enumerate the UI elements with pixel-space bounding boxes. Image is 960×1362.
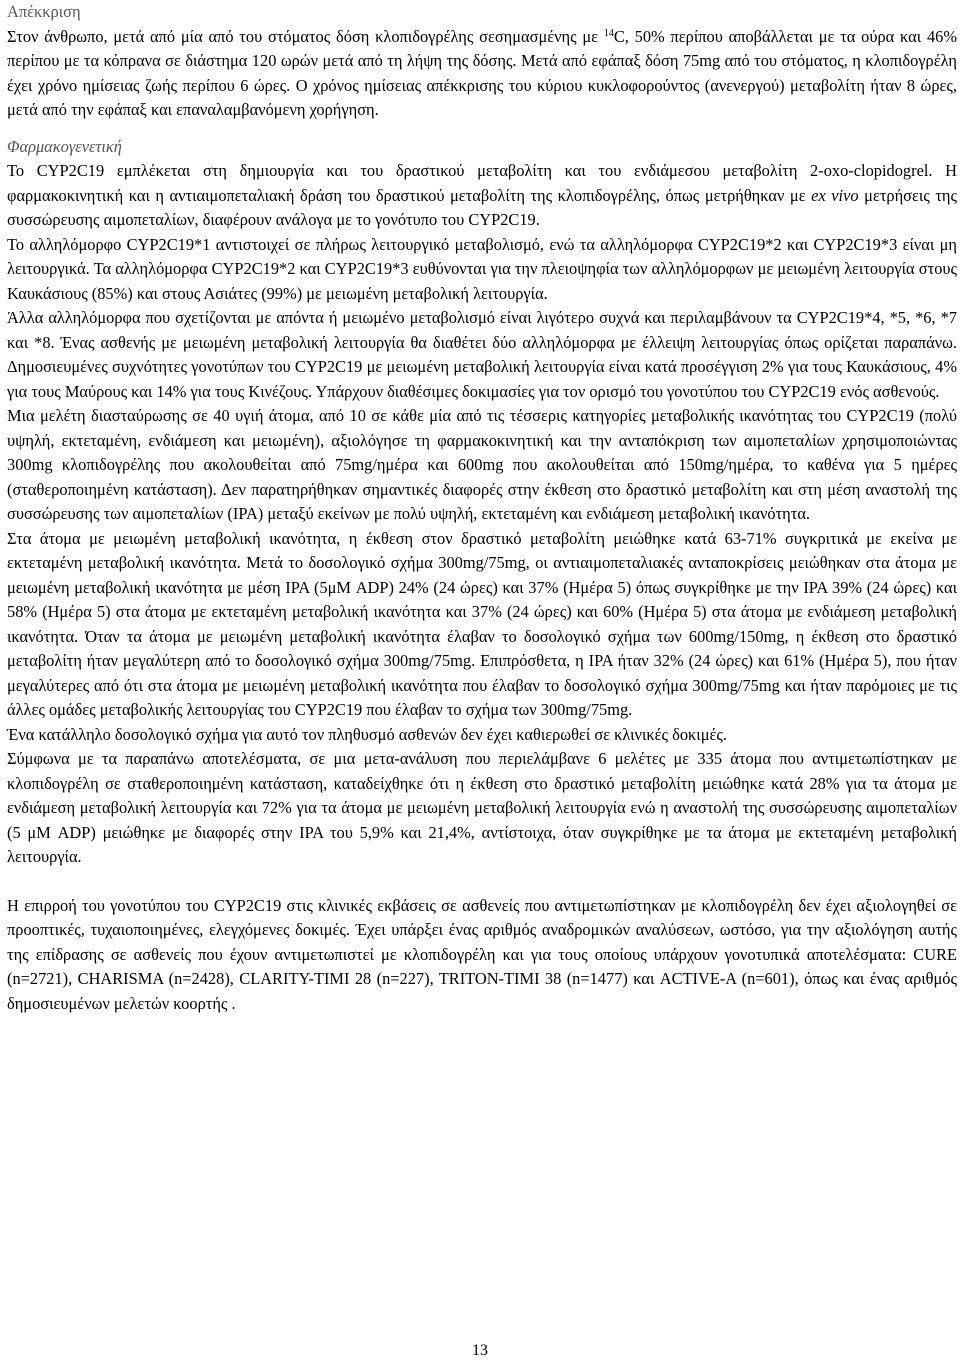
pharmacogenetics-paragraph-4: Μια μελέτη διασταύρωσης σε 40 υγιή άτομα, από 10 σε κάθε μία από τις τέσσερις κατηγορίες μεταβολικής ικανότητας του CYP2C19 (πολύ υψηλή, εκτεταμένη, ενδιάμεση και μειωμένη), αξιολόγησε τη φαρμακοκινητική και την ανταπόκριση των αιμοπεταλίων χρησιμοποιώντας 300mg κλοπιδογρέλης που ακολουθείται από 75mg/ημέρα και 600mg που ακολουθείται από 150mg/ημέρα, το καθένα για 5 ημέρες (σταθεροποιημένη κατάσταση). Δεν παρατηρήθηκαν σημαντικές διαφορές στην έκθεση στο δραστικό μεταβολίτη και στη μέση αναστολή της συσσώρευσης των αιμοπεταλίων (IPA) μεταξύ εκείνων με πολύ υψηλή, εκτεταμένη και ενδιάμεση μεταβολική ικανότητα.: [7, 406, 957, 523]
pharmacogenetics-paragraph-5: Στα άτομα με μειωμένη μεταβολική ικανότητα, η έκθεση στον δραστικό μεταβολίτη μειώθηκε κατά 63-71% συγκριτικά με εκείνα με εκτεταμένη μεταβολική ικανότητα. Μετά το δοσολογικό σχήμα 300mg/75mg, οι αντιαιμοπεταλιακές ανταποκρίσεις μειώθηκαν στα άτομα με μειωμένη μεταβολική ικανότητα με μέση IPA (5μΜ ADP) 24% (24 ώρες) και 37% (Ημέρα 5) όπως συγκρίθηκε με την IPA 39% (24 ώρες) και 58% (Ημέρα 5) στα άτομα με εκτεταμένη μεταβολική ικανότητα και 37% (24 ώρες) και 60% (Ημέρα 5) στα άτομα με ενδιάμεση μεταβολική ικανότητα. Όταν τα άτομα με μειωμένη μεταβολική ικανότητα έλαβαν το δοσολογικό σχήμα των 600mg/150mg, η έκθεση στο δραστικό μεταβολίτη ήταν μεγαλύτερη από το δοσολογικό σχήμα 300mg/75mg. Επιπρόσθετα, η IPA ήταν 32% (24 ώρες) και 61% (Ημέρα 5), που ήταν μεγαλύτερες από ότι στα άτομα με μειωμένη μεταβολική ικανότητα που έλαβαν το δοσολογικό σχήμα 300mg/75mg και ήταν παρόμοιες με τις άλλες ομάδες μεταβολικής λειτουργίας του CYP2C19 που έλαβαν το σχήμα των 300mg/75mg.: [7, 528, 957, 719]
pg-p1-end: μετρήσεις της συσσώρευσης αιμοπεταλίων, διαφέρουν ανάλογα με το γονότυπο του CYP2C19.: [7, 185, 957, 229]
pharmacogenetics-paragraph-6: Ένα κατάλληλο δοσολογικό σχήμα για αυτό τον πληθυσμό ασθενών δεν έχει καθιερωθεί σε κλινικές δοκιμές.: [7, 724, 727, 744]
pharmacogenetics-paragraph-1: [7, 159, 957, 233]
pg-p1-italic: ex vivo: [811, 185, 859, 205]
pharmacogenetics-paragraph-3: Άλλα αλληλόμορφα που σχετίζονται με απόντα ή μειωμένο μεταβολισμό είναι λιγότερο συχνά και περιλαμβάνουν τα CYP2C19*4, *5, *6, *7 και *8. Ένας ασθενής με μειωμένη μεταβολική λειτουργία θα διαθέτει δύο αλληλόμορφα με έλλειψη λειτουργίας όπως ορίζεται παραπάνω. Δημοσιευμένες συχνότητες γονοτύπων του CYP2C19 με μειωμένη μεταβολική λειτουργία είναι κατά προσέγγιση 2% για τους Καυκάσιους, 4% για τους Μαύρους και 14% για τους Κινέζους. Υπάρχουν διαθέσιμες δοκιμασίες για τον ορισμό του γονοτύπου του CYP2C19 ενός ασθενούς.: [7, 308, 957, 401]
section-heading-excretion: Απέκκριση: [7, 2, 81, 21]
pharmacogenetics-paragraph-8: Η επιρροή του γονοτύπου του CYP2C19 στις κλινικές εκβάσεις σε ασθενείς που αντιμετωπίστηκαν με κλοπιδογρέλη δεν έχει αξιολογηθεί σε προοπτικές, τυχαιοποιημένες, ελεγχόμενες δοκιμές. Έχει υπάρξει ένας αριθμός αναδρομικών αναλύσεων, ωστόσο, για την αξιολόγηση αυτής της επίδρασης σε ασθενείς που έχουν αντιμετωπιστεί με κλοπιδογρέλη και για τους οποίους υπάρχουν γονοτυπικά αποτελέσματα: CURE (n=2721), CHARISMA (n=2428), CLARITY-TIMI 28 (n=227), TRITON-TIMI 38 (n=1477) και ACTIVE-A (n=601), όπως και ένας αριθμός δημοσιευμένων μελετών κοορτής .: [7, 895, 957, 1013]
excretion-text-end: C, 50% περίπου αποβάλλεται με τα ούρα και 46% περίπου με τα κόπρανα σε διάστημα 120 ωρών μετά από τη λήψη της δόσης. Μετά από εφάπαξ δόση 75mg από του στόματος, η κλοπιδογρέλη έχει χρόνο ημίσειας ζωής περίπου 6 ώρες. Ο χρόνος ημίσειας απέκκρισης του κύριου κυκλοφορούντος (ανενεργού) μεταβολίτη ήταν 8 ώρες, μετά από την εφάπαξ και επαναλαμβανόμενη χορήγηση.: [7, 26, 957, 119]
isotope-superscript: 14: [603, 27, 614, 39]
pharmacogenetics-paragraph-7: Σύμφωνα με τα παραπάνω αποτελέσματα, σε μια μετα-ανάλυση που περιελάμβανε 6 μελέτες με 335 άτομα που αντιμετωπίστηκαν με κλοπιδογρέλη σε σταθεροποιημένη κατάσταση, καταδείχθηκε ότι η έκθεση στο δραστικό μεταβολίτη μειώθηκε κατά 28% για τα άτομα με ενδιάμεση μεταβολική λειτουργία και 72% για τα άτομα με μειωμένη μεταβολική λειτουργία ενώ η αναστολή της συσσώρευσης αιμοπεταλίων (5 μΜ ADP) μειώθηκε με διαφορές στην IPA του 5,9% και 21,4%, αντίστοιχα, όταν συγκρίθηκε με τα άτομα με εκτεταμένη μεταβολική λειτουργία.: [7, 749, 957, 866]
document-page: [7, 0, 957, 1016]
excretion-paragraph: [7, 25, 957, 123]
section-spacer: [7, 123, 957, 135]
page-number: 13: [472, 1342, 488, 1359]
pharmacogenetics-paragraph-2: Το αλληλόμορφο CYP2C19*1 αντιστοιχεί σε πλήρως λειτουργικό μεταβολισμό, ενώ τα αλληλόμορφα CYP2C19*2 και CYP2C19*3 είναι μη λειτουργικά. Τα αλληλόμορφα CYP2C19*2 και CYP2C19*3 ευθύνονται για την πλειοψηφία των αλληλόμορφων με μειωμένη λειτουργία στους Καυκάσιους (85%) και στους Ασιάτες (99%) με μειωμένη μεταβολική λειτουργία.: [7, 234, 957, 303]
section-heading-pharmacogenetics: Φαρμακογενετική: [7, 136, 122, 156]
pg-p1-start: Το CYP2C19 εμπλέκεται στη δημιουργία και του δραστικού μεταβολίτη και του ενδιάμεσου μεταβολίτη 2-oxo-clopidogrel. Η φαρμακοκινητική και η αντιαιμοπεταλιακή δράση του δραστικού μεταβολίτη της κλοπιδογρέλης, όπως μετρήθηκαν με: [7, 161, 957, 205]
excretion-text-start: Στον άνθρωπο, μετά από μία από του στόματος δόση κλοπιδογρέλης σεσημασμένης με: [7, 26, 604, 46]
paragraph-spacer: [7, 870, 957, 894]
